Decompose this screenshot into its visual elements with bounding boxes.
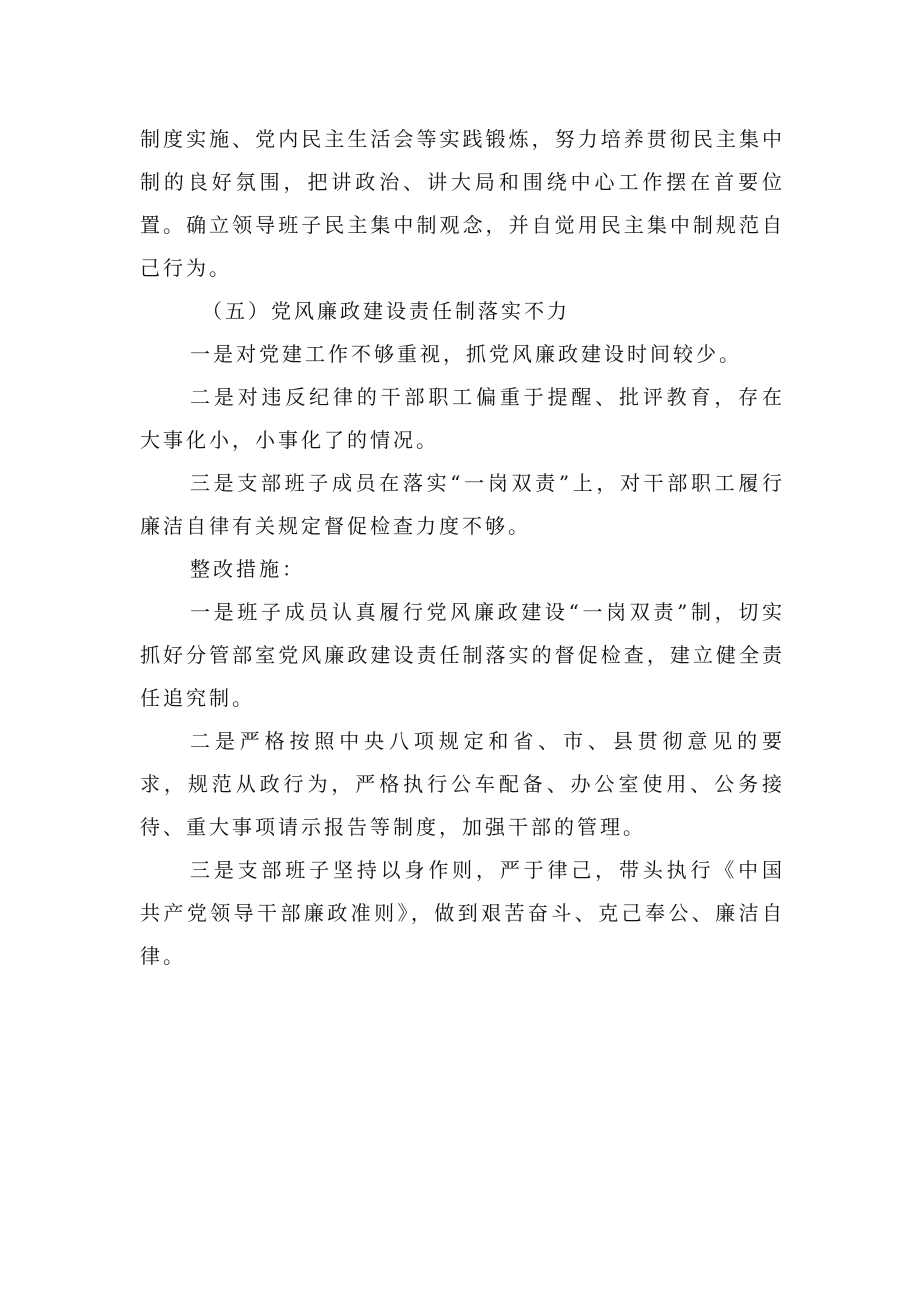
paragraph-continuation: 制度实施、党内民主生活会等实践锻炼，努力培养贯彻民主集中制的良好氛围，把讲政治、讲大局和围绕中心工作摆在首要位置。确立领导班子民主集中制观念，并自觉用民主集中制规范自己行为。 (140, 127, 785, 280)
paragraph-issue-1: 一是对党建工作不够重视，抓党风廉政建设时间较少。 (190, 342, 742, 366)
paragraph-measure-3: 三是支部班子坚持以身作则，严于律己，带头执行《中国共产党领导干部廉政准则》，做到艰苦奋斗、克己奉公、廉洁自律。 (140, 858, 785, 968)
paragraph-issue-3: 三是支部班子成员在落实“一岗双责”上，对干部职工履行廉洁自律有关规定督促检查力度不够。 (140, 471, 785, 538)
paragraph-issue-2: 二是对违反纪律的干部职工偏重于提醒、批评教育，存在大事化小，小事化了的情况。 (140, 385, 785, 452)
paragraph-measure-1: 一是班子成员认真履行党风廉政建设“一岗双责”制，切实抓好分管部室党风廉政建设责任制落实的督促检查，建立健全责任追究制。 (140, 600, 785, 710)
document-body (140, 118, 785, 978)
paragraph-measure-2: 二是严格按照中央八项规定和省、市、县贯彻意见的要求，规范从政行为，严格执行公车配备、办公室使用、公务接待、重大事项请示报告等制度，加强干部的管理。 (140, 729, 785, 839)
measures-heading: 整改措施： (190, 557, 305, 581)
section-heading: （五）党风廉政建设责任制落实不力 (202, 299, 570, 323)
